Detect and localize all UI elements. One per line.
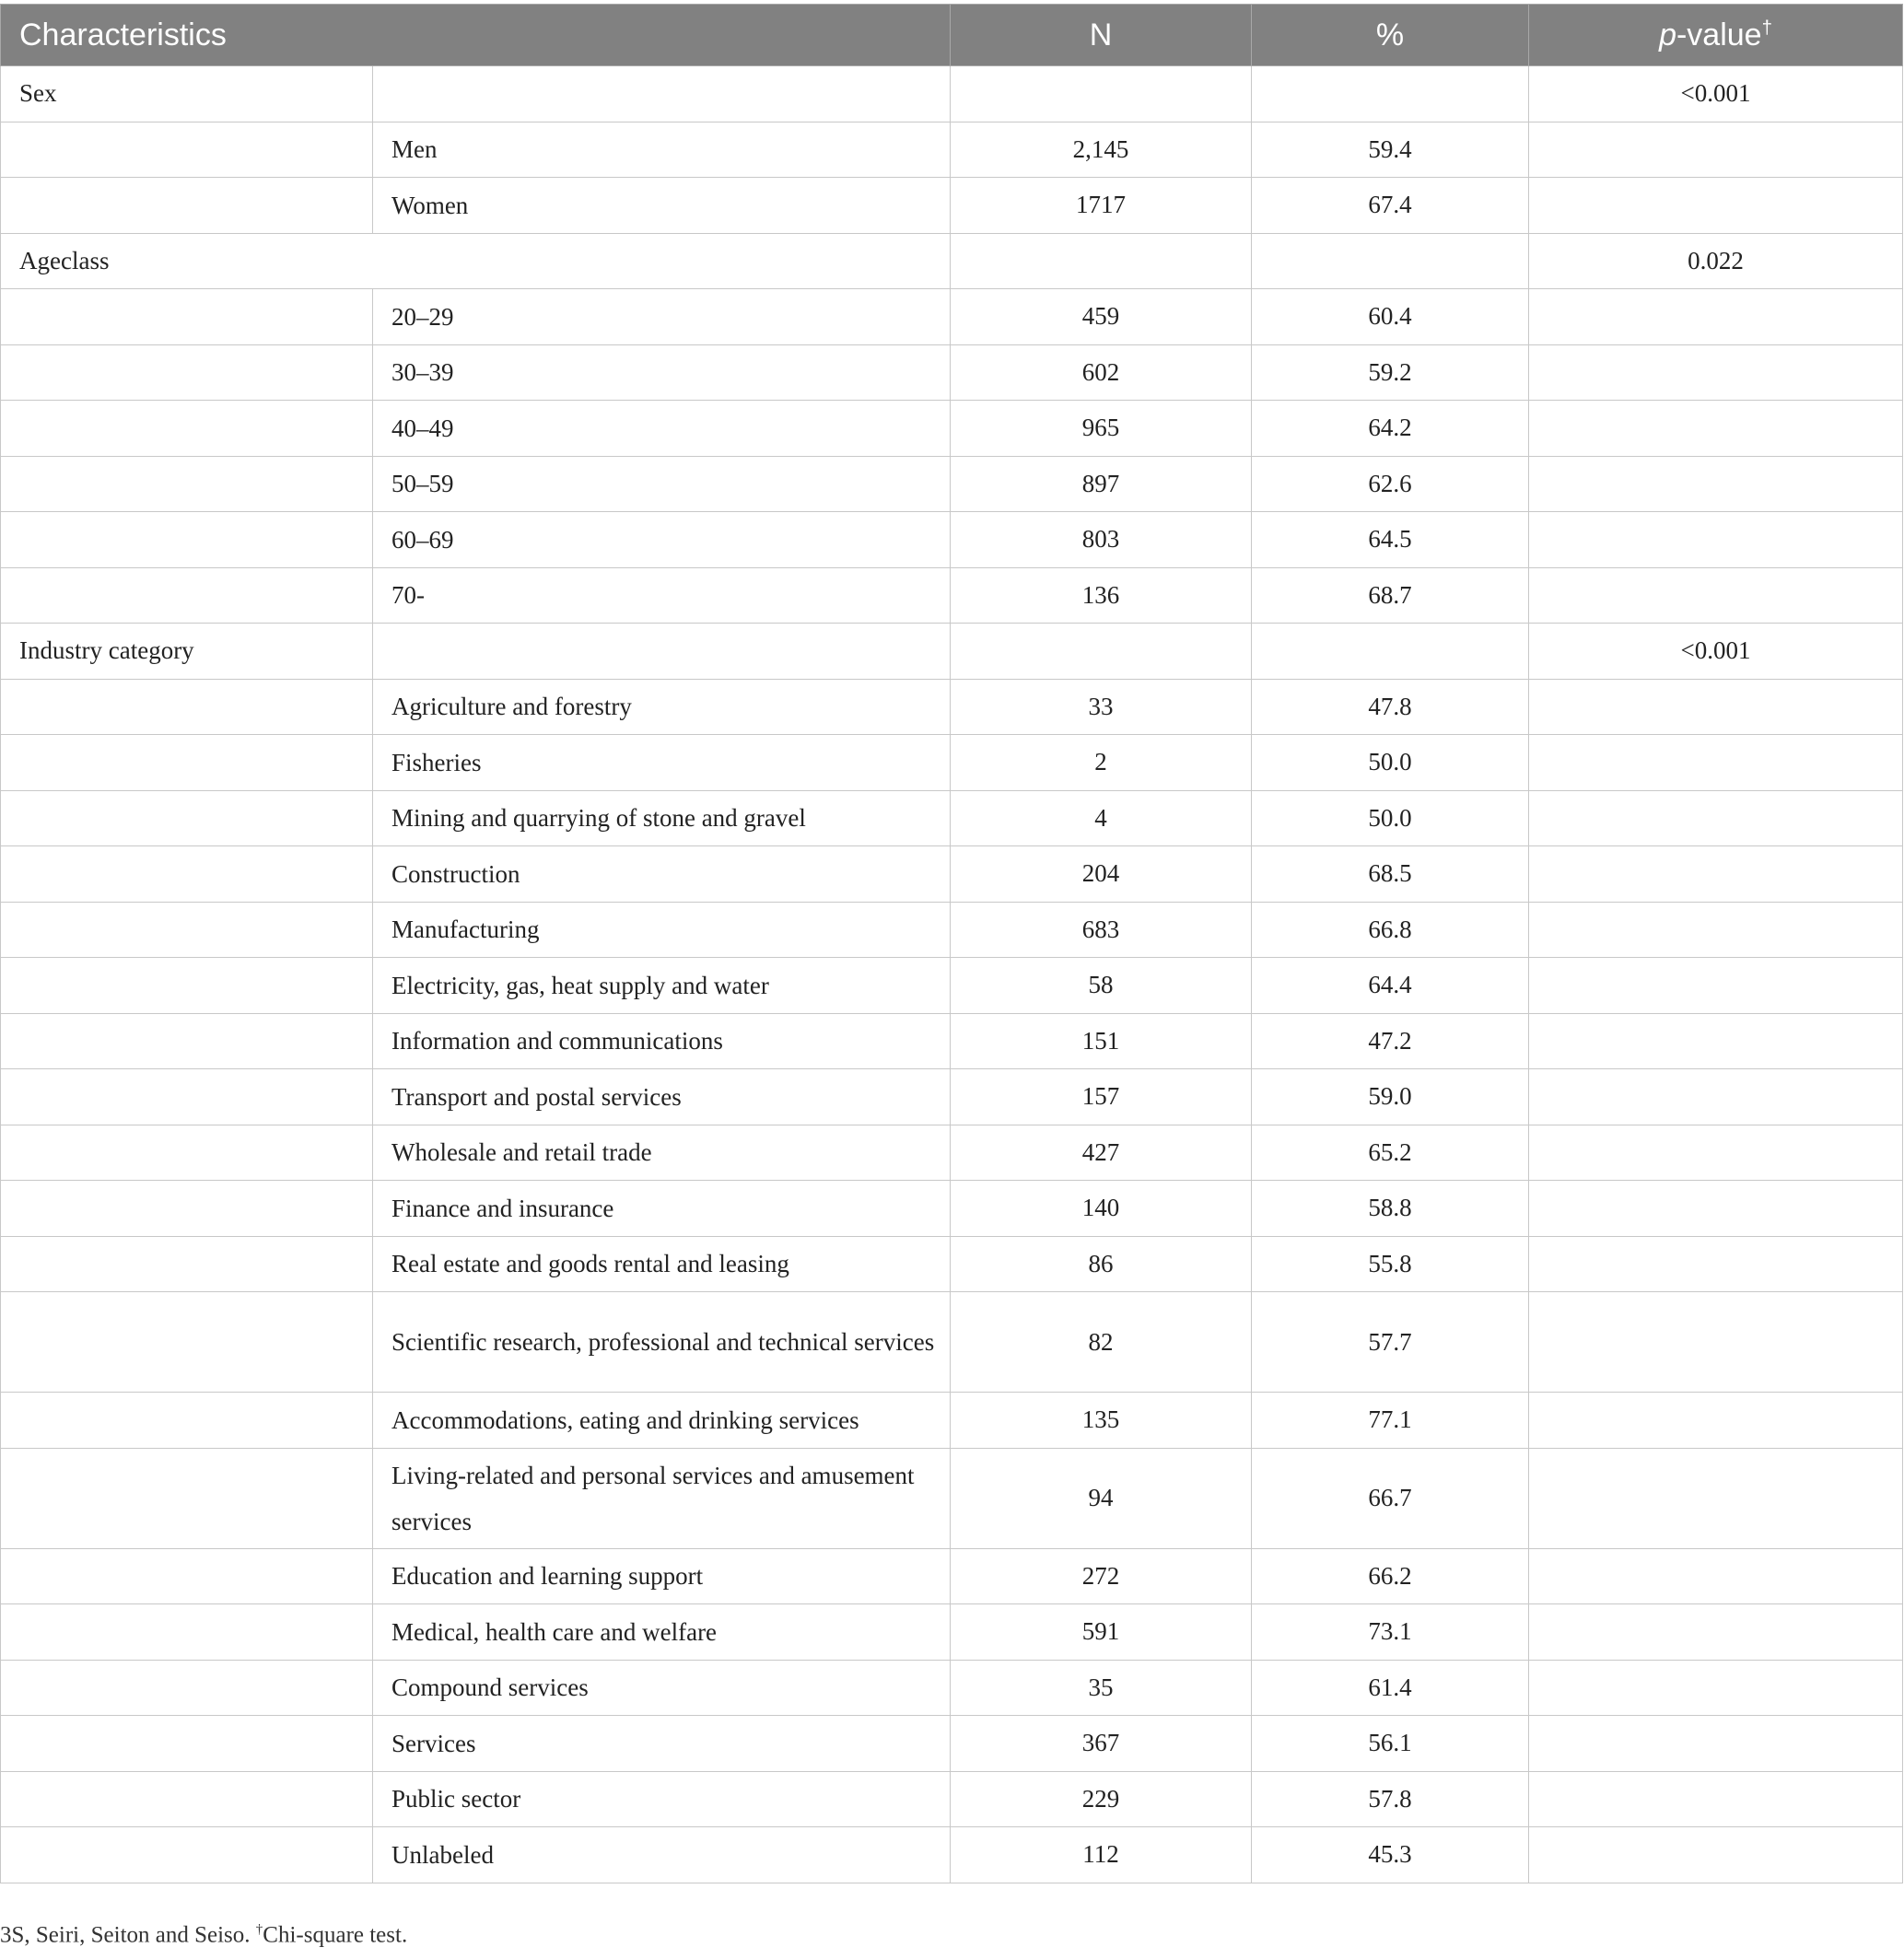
table-row xyxy=(1,1660,1903,1716)
row-label: Services xyxy=(373,1716,951,1772)
row-label: Men xyxy=(373,122,951,178)
row-n: 112 xyxy=(951,1827,1252,1883)
row-percent: 61.4 xyxy=(1252,1660,1529,1716)
empty-cell xyxy=(1,401,373,457)
empty-cell xyxy=(1529,456,1903,512)
row-percent: 47.2 xyxy=(1252,1013,1529,1069)
header-p-italic: p xyxy=(1659,17,1676,52)
row-label: Scientific research, professional and technical services xyxy=(373,1292,951,1393)
row-n: 82 xyxy=(951,1292,1252,1393)
row-percent: 60.4 xyxy=(1252,289,1529,345)
table-row xyxy=(1,1716,1903,1772)
table-footnote xyxy=(0,1922,407,1948)
row-percent: 68.5 xyxy=(1252,846,1529,903)
group-label: Industry category xyxy=(1,624,373,680)
row-label: Fisheries xyxy=(373,735,951,791)
row-n: 33 xyxy=(951,679,1252,735)
empty-cell xyxy=(373,66,951,122)
empty-cell xyxy=(1,1292,373,1393)
empty-cell xyxy=(1,122,373,178)
empty-cell xyxy=(1529,512,1903,568)
table-row xyxy=(1,958,1903,1014)
empty-cell xyxy=(1529,1393,1903,1449)
table-row xyxy=(1,567,1903,624)
row-label: Information and communications xyxy=(373,1013,951,1069)
row-percent: 66.7 xyxy=(1252,1448,1529,1548)
row-percent: 55.8 xyxy=(1252,1236,1529,1292)
empty-cell xyxy=(1,1448,373,1548)
empty-cell xyxy=(1,958,373,1014)
empty-cell xyxy=(1529,1448,1903,1548)
row-label: Construction xyxy=(373,846,951,903)
row-n: 157 xyxy=(951,1069,1252,1125)
empty-cell xyxy=(1,344,373,401)
table-row xyxy=(1,1292,1903,1393)
row-percent: 56.1 xyxy=(1252,1716,1529,1772)
empty-cell xyxy=(1529,1125,1903,1181)
empty-cell xyxy=(1,1660,373,1716)
table-row xyxy=(1,735,1903,791)
empty-cell xyxy=(1529,1069,1903,1125)
row-label: 30–39 xyxy=(373,344,951,401)
row-label: Education and learning support xyxy=(373,1548,951,1604)
empty-cell xyxy=(1529,567,1903,624)
row-label: Electricity, gas, heat supply and water xyxy=(373,958,951,1014)
row-n: 602 xyxy=(951,344,1252,401)
empty-cell xyxy=(1529,902,1903,958)
row-n: 151 xyxy=(951,1013,1252,1069)
empty-cell xyxy=(1,1393,373,1449)
table-row xyxy=(1,122,1903,178)
row-label: Accommodations, eating and drinking services xyxy=(373,1393,951,1449)
header-percent: % xyxy=(1252,5,1529,66)
row-n: 229 xyxy=(951,1771,1252,1827)
empty-cell xyxy=(1,790,373,846)
row-label: Compound services xyxy=(373,1660,951,1716)
empty-cell xyxy=(1,567,373,624)
row-percent: 58.8 xyxy=(1252,1181,1529,1237)
empty-cell xyxy=(1,846,373,903)
row-percent: 77.1 xyxy=(1252,1393,1529,1449)
row-n: 2 xyxy=(951,735,1252,791)
empty-cell xyxy=(1529,1013,1903,1069)
row-n: 135 xyxy=(951,1393,1252,1449)
row-n: 35 xyxy=(951,1660,1252,1716)
table-row xyxy=(1,1236,1903,1292)
row-label: Public sector xyxy=(373,1771,951,1827)
row-n: 2,145 xyxy=(951,122,1252,178)
empty-cell xyxy=(1529,790,1903,846)
table-row xyxy=(1,1069,1903,1125)
empty-cell xyxy=(1,289,373,345)
empty-cell xyxy=(1529,1827,1903,1883)
row-label: Real estate and goods rental and leasing xyxy=(373,1236,951,1292)
table-row xyxy=(1,512,1903,568)
row-percent: 66.8 xyxy=(1252,902,1529,958)
empty-cell xyxy=(1,735,373,791)
empty-cell xyxy=(1,902,373,958)
footnote-test: Chi-square test. xyxy=(263,1922,408,1948)
table-row xyxy=(1,846,1903,903)
empty-cell xyxy=(1529,344,1903,401)
row-percent: 73.1 xyxy=(1252,1604,1529,1661)
empty-cell xyxy=(1529,735,1903,791)
table-row xyxy=(1,1393,1903,1449)
empty-cell xyxy=(1,1604,373,1661)
row-label: Transport and postal services xyxy=(373,1069,951,1125)
row-n: 94 xyxy=(951,1448,1252,1548)
row-percent: 47.8 xyxy=(1252,679,1529,735)
row-label: Medical, health care and welfare xyxy=(373,1604,951,1661)
table-row xyxy=(1,1604,1903,1661)
empty-cell xyxy=(1,1069,373,1125)
empty-cell xyxy=(1,679,373,735)
empty-cell xyxy=(1529,1181,1903,1237)
row-label: 70- xyxy=(373,567,951,624)
row-percent: 59.2 xyxy=(1252,344,1529,401)
table-header-row xyxy=(1,5,1903,66)
table-row xyxy=(1,401,1903,457)
row-percent: 64.5 xyxy=(1252,512,1529,568)
table-row xyxy=(1,1181,1903,1237)
empty-cell xyxy=(1529,679,1903,735)
row-n: 897 xyxy=(951,456,1252,512)
row-n: 204 xyxy=(951,846,1252,903)
empty-cell xyxy=(1529,1660,1903,1716)
empty-cell xyxy=(1252,233,1529,289)
empty-cell xyxy=(1,1771,373,1827)
empty-cell xyxy=(1,1125,373,1181)
row-percent: 64.4 xyxy=(1252,958,1529,1014)
row-percent: 59.4 xyxy=(1252,122,1529,178)
group-header-row xyxy=(1,66,1903,122)
row-n: 591 xyxy=(951,1604,1252,1661)
row-n: 459 xyxy=(951,289,1252,345)
row-label: Wholesale and retail trade xyxy=(373,1125,951,1181)
empty-cell xyxy=(1,1716,373,1772)
empty-cell xyxy=(1,178,373,234)
group-header-row xyxy=(1,233,1903,289)
row-percent: 57.7 xyxy=(1252,1292,1529,1393)
row-label: Finance and insurance xyxy=(373,1181,951,1237)
group-label: Sex xyxy=(1,66,373,122)
row-label: Unlabeled xyxy=(373,1827,951,1883)
group-p-value: <0.001 xyxy=(1529,624,1903,680)
empty-cell xyxy=(1529,846,1903,903)
row-percent: 59.0 xyxy=(1252,1069,1529,1125)
row-n: 136 xyxy=(951,567,1252,624)
row-percent: 68.7 xyxy=(1252,567,1529,624)
empty-cell xyxy=(1529,1604,1903,1661)
row-percent: 65.2 xyxy=(1252,1125,1529,1181)
group-p-value: <0.001 xyxy=(1529,66,1903,122)
row-label: 40–49 xyxy=(373,401,951,457)
row-n: 272 xyxy=(951,1548,1252,1604)
row-n: 86 xyxy=(951,1236,1252,1292)
table-row xyxy=(1,679,1903,735)
table-row xyxy=(1,344,1903,401)
row-n: 58 xyxy=(951,958,1252,1014)
empty-cell xyxy=(373,624,951,680)
row-label: 60–69 xyxy=(373,512,951,568)
group-label: Ageclass xyxy=(1,233,951,289)
header-characteristics: Characteristics xyxy=(1,5,951,66)
table-row xyxy=(1,1771,1903,1827)
empty-cell xyxy=(1,512,373,568)
row-percent: 45.3 xyxy=(1252,1827,1529,1883)
header-n: N xyxy=(951,5,1252,66)
empty-cell xyxy=(1529,289,1903,345)
row-percent: 64.2 xyxy=(1252,401,1529,457)
empty-cell xyxy=(951,233,1252,289)
empty-cell xyxy=(1529,401,1903,457)
group-p-value: 0.022 xyxy=(1529,233,1903,289)
empty-cell xyxy=(1,1236,373,1292)
empty-cell xyxy=(1529,1292,1903,1393)
table-row xyxy=(1,289,1903,345)
table-row xyxy=(1,1013,1903,1069)
table-row xyxy=(1,456,1903,512)
group-header-row xyxy=(1,624,1903,680)
row-n: 4 xyxy=(951,790,1252,846)
table-row xyxy=(1,902,1903,958)
empty-cell xyxy=(1529,1548,1903,1604)
empty-cell xyxy=(951,624,1252,680)
empty-cell xyxy=(1529,958,1903,1014)
row-n: 965 xyxy=(951,401,1252,457)
empty-cell xyxy=(1252,66,1529,122)
header-p-value xyxy=(1529,5,1903,66)
table-row xyxy=(1,1448,1903,1548)
footnote-abbreviation: 3S, Seiri, Seiton and Seiso. xyxy=(0,1922,256,1948)
row-label: Living-related and personal services and amusement services xyxy=(373,1448,951,1548)
row-percent: 66.2 xyxy=(1252,1548,1529,1604)
row-label: Women xyxy=(373,178,951,234)
header-p-dagger: † xyxy=(1761,17,1772,39)
empty-cell xyxy=(1529,1236,1903,1292)
empty-cell xyxy=(1529,1716,1903,1772)
row-label: 20–29 xyxy=(373,289,951,345)
empty-cell xyxy=(1,1548,373,1604)
row-percent: 62.6 xyxy=(1252,456,1529,512)
empty-cell xyxy=(1,1181,373,1237)
table-body xyxy=(1,66,1903,1883)
footnote-dagger: † xyxy=(255,1922,263,1937)
row-label: 50–59 xyxy=(373,456,951,512)
row-n: 427 xyxy=(951,1125,1252,1181)
table-row xyxy=(1,1125,1903,1181)
empty-cell xyxy=(1252,624,1529,680)
header-p-suffix: -value xyxy=(1676,17,1762,52)
empty-cell xyxy=(951,66,1252,122)
row-label: Agriculture and forestry xyxy=(373,679,951,735)
characteristics-table xyxy=(0,4,1903,1883)
empty-cell xyxy=(1,456,373,512)
row-n: 803 xyxy=(951,512,1252,568)
row-n: 140 xyxy=(951,1181,1252,1237)
table-row xyxy=(1,178,1903,234)
empty-cell xyxy=(1,1013,373,1069)
row-label: Mining and quarrying of stone and gravel xyxy=(373,790,951,846)
row-label: Manufacturing xyxy=(373,902,951,958)
row-n: 1717 xyxy=(951,178,1252,234)
row-n: 367 xyxy=(951,1716,1252,1772)
row-percent: 57.8 xyxy=(1252,1771,1529,1827)
table-row xyxy=(1,790,1903,846)
table-row xyxy=(1,1548,1903,1604)
row-percent: 50.0 xyxy=(1252,735,1529,791)
row-percent: 67.4 xyxy=(1252,178,1529,234)
empty-cell xyxy=(1,1827,373,1883)
row-n: 683 xyxy=(951,902,1252,958)
table-row xyxy=(1,1827,1903,1883)
row-percent: 50.0 xyxy=(1252,790,1529,846)
empty-cell xyxy=(1529,122,1903,178)
empty-cell xyxy=(1529,1771,1903,1827)
empty-cell xyxy=(1529,178,1903,234)
